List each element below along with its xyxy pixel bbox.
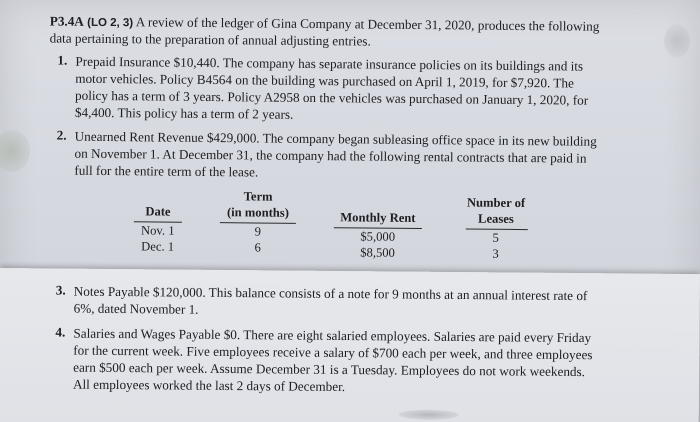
table-cell-leases: 5 — [492, 230, 499, 245]
column-header-leases: Number of — [466, 195, 526, 211]
item-2-line: Unearned Rent Revenue $429,000. The company began subleasing office space in its new building — [74, 128, 597, 149]
item-number: 2. — [56, 127, 67, 143]
table-cell-term: 9 — [254, 224, 261, 239]
problem-intro-continued: data pertaining to the preparation of annual adjusting entries. — [49, 30, 371, 49]
table-cell-rent: $5,000 — [360, 229, 396, 244]
table-cell-date: Dec. 1 — [141, 239, 175, 254]
item-4-line: for the current week. Five employees receive a salary of $700 each per week, and three employees — [73, 342, 593, 363]
item-2-line: on November 1. At December 31, the company had the following rental contracts that are paid in — [74, 145, 587, 166]
item-1-line: Prepaid Insurance $10,440. The company has separate insurance policies on its buildings and its — [75, 53, 584, 74]
paper-mark — [399, 409, 459, 420]
item-4-line: earn $500 each per week. Assume December 31 is a Tuesday. Employees do not work weekends. — [73, 359, 586, 380]
table-cell-date: Nov. 1 — [140, 223, 175, 238]
item-number: 4. — [55, 324, 66, 340]
table-cell-rent: $8,500 — [360, 245, 395, 260]
table-cell-leases: 3 — [492, 246, 499, 261]
item-1-line: $4,400. This policy has a term of 2 years. — [74, 104, 294, 122]
column-header-term: Term — [243, 189, 273, 204]
column-header-term-unit: (in months) — [226, 205, 290, 220]
item-1-line: policy has a term of 3 years. Policy A2958 on the vehicles was purchased on January 1, 2020, for — [75, 87, 589, 108]
item-3-line: Notes Payable $120,000. This balance consists of a note for 9 months at an annual interest rate of — [73, 283, 588, 304]
problem-id: P3.4A — [49, 13, 84, 29]
item-4-line: Salaries and Wages Payable $0. There are eight salaried employees. Salaries are paid every Friday — [73, 325, 592, 346]
item-3-line: 6%, dated November 1. — [73, 300, 199, 317]
item-4-line: All employees worked the last 2 days of December. — [72, 376, 346, 395]
column-header-leases-line2: Leases — [478, 211, 514, 226]
lower-page-section — [0, 268, 700, 422]
learning-objective: (LO 2, 3) — [87, 16, 134, 30]
item-2-line: full for the entire term of the lease. — [74, 162, 259, 180]
item-number: 1. — [57, 52, 68, 68]
item-number: 3. — [55, 282, 66, 298]
item-1-line: motor vehicles. Policy B4564 on the building was purchased on April 1, 2019, for $7,920. The — [75, 70, 574, 91]
column-header-monthly-rent: Monthly Rent — [340, 210, 416, 225]
problem-intro: A review of the ledger of Gina Company at December 31, 2020, produces the following — [135, 14, 600, 34]
table-cell-term: 6 — [254, 240, 261, 255]
column-header-date: Date — [145, 204, 171, 219]
